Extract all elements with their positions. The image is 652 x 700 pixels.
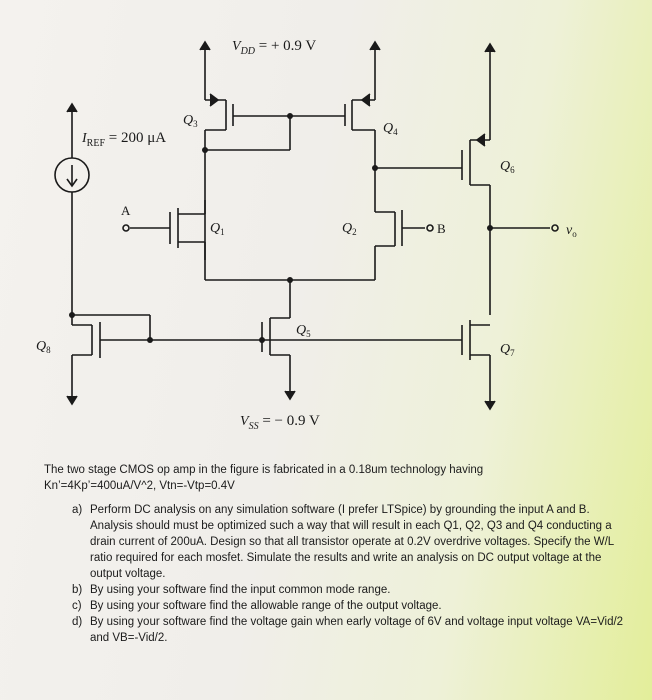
part-text: By using your software find the input common mode range. bbox=[90, 584, 391, 596]
vss-label: $V_{SS}$ = − 0.9 V bbox=[240, 413, 320, 432]
iref-label: $I_{REF} = 200$ μA bbox=[82, 130, 167, 149]
part-text: By using your software find the voltage gain when early voltage of 6V and voltage input voltage VA=Vid/2 and VB=-Vid/2. bbox=[90, 616, 624, 644]
intro-line-1: The two stage CMOS op amp in the figure is fabricated in a 0.18um technology having bbox=[44, 464, 484, 476]
input-b-label: B bbox=[437, 221, 446, 236]
q8-label: Q8 bbox=[36, 339, 51, 355]
part-marker: a) bbox=[72, 504, 83, 516]
question-part bbox=[72, 614, 634, 646]
part-text: Perform DC analysis on any simulation software (I prefer LTSpice) by grounding the input A and B. Analysis should must be optimized such a way that will result in each Q1, Q2, Q3 and Q4 conducting a drain current of 200uA. Design so that all transistor operate at 0.2V overdrive voltages. Specify the W/L ratio required for each mosfet. Simulate the results and write an analysis on DC output voltage at the output voltage. bbox=[90, 504, 614, 580]
part-marker: c) bbox=[72, 600, 82, 612]
problem-text bbox=[44, 462, 634, 646]
question-part bbox=[72, 598, 634, 614]
q1-label: Q1 bbox=[210, 221, 225, 237]
q6-label: Q6 bbox=[500, 159, 515, 175]
part-text: By using your software find the allowable range of the output voltage. bbox=[90, 600, 442, 612]
part-marker: b) bbox=[72, 584, 83, 596]
q4-label: Q4 bbox=[383, 121, 398, 137]
q5-label: Q5 bbox=[296, 323, 311, 339]
q3-label: Q3 bbox=[183, 113, 198, 129]
output-label: $v_o$ bbox=[566, 223, 577, 239]
vdd-label: $V_{DD}$ = + 0.9 V bbox=[232, 38, 317, 57]
input-a-label: A bbox=[121, 203, 131, 218]
question-part bbox=[72, 582, 634, 598]
part-marker: d) bbox=[72, 616, 83, 628]
question-part bbox=[72, 502, 634, 582]
q2-label: Q2 bbox=[342, 221, 357, 237]
intro-line-2: Kn’=4Kp’=400uA/V^2, Vtn=-Vtp=0.4V bbox=[44, 480, 235, 492]
question-parts bbox=[72, 502, 634, 646]
q7-label: Q7 bbox=[500, 342, 515, 358]
